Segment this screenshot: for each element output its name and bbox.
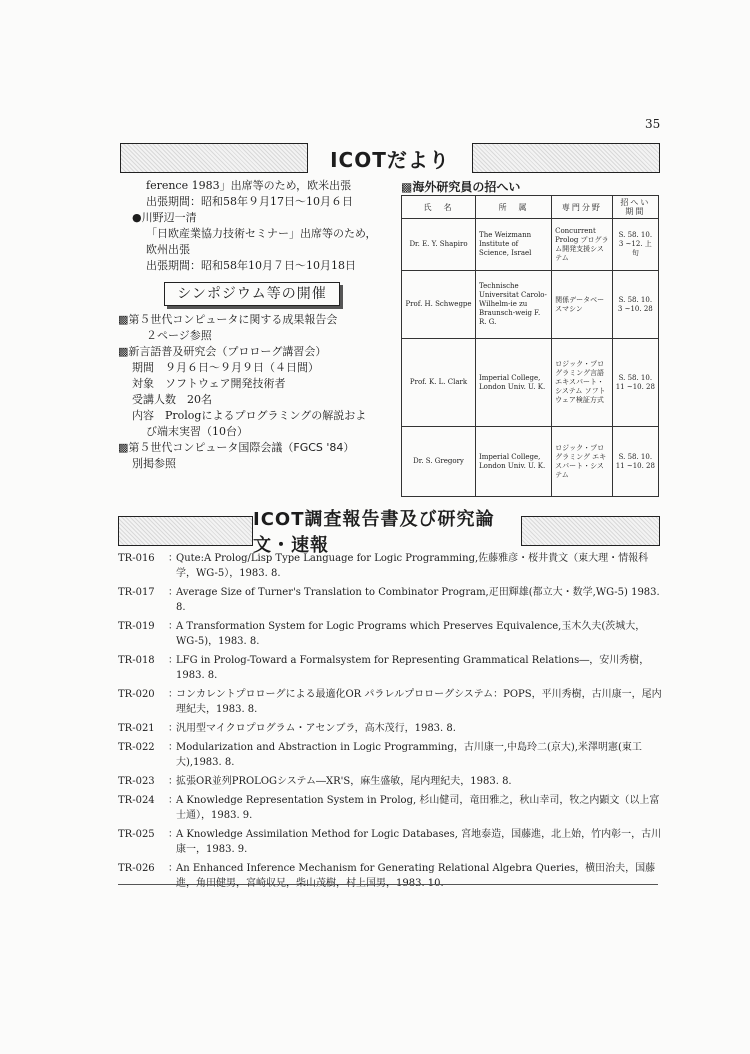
visitor-affiliation: The Weizmann Institute of Science, Israel: [476, 219, 552, 271]
visitor-name: Dr. E. Y. Shapiro: [402, 219, 476, 271]
event-heading: ▩第５世代コンピュータに関する成果報告会: [118, 313, 338, 326]
visitor-field: Concurrent Prolog プログラム開発支援システム: [552, 219, 613, 271]
report-id: TR-018: [118, 655, 155, 666]
left-column: [118, 178, 390, 472]
visitor-name: Prof. H. Schwegpe: [402, 271, 476, 339]
list-item: TR-020 ： コンカレントプロローグによる最適化OR パラレルプロローグシステム：POPS，平川秀樹，古川康一，尾内理紀夫，1983. 8.: [118, 687, 666, 717]
list-item: TR-018 ： LFG in Prolog-Toward a Formalsystem for Representing Grammatical Relations―，安川秀樹，1983. 8.: [118, 653, 666, 683]
list-item: TR-017 ： Average Size of Turner's Translation to Combinator Program,疋田輝雄(都立大・数学,WG-5) 1983. 8.: [118, 585, 666, 615]
column-header: 招へい期間: [612, 196, 658, 219]
visitor-period: S. 58. 10. 3 ~10. 28: [612, 271, 658, 339]
visitors-title: ▩海外研究員の招へい: [401, 180, 521, 194]
report-text: Average Size of Turner's Translation to Combinator Program,疋田輝雄(都立大・数学,WG-5) 1983. 8.: [176, 587, 660, 613]
report-id: TR-025: [118, 829, 155, 840]
column-header: 専門分野: [552, 196, 613, 219]
symposium-heading: シンポジウム等の開催: [164, 282, 340, 306]
report-id: TR-019: [118, 621, 155, 632]
event-line: 別掲参照: [132, 457, 176, 470]
page-number: 35: [645, 117, 661, 131]
list-item: TR-016 ： Qute:A Prolog/Lisp Type Language for Logic Programming,佐藤雅彦・桜井貴文（東大理・情報科学，WG-5），1983. 8.: [118, 551, 666, 581]
report-list: [118, 551, 666, 895]
report-id: TR-020: [118, 689, 155, 700]
event-line: 内容 Prologによるプログラミングの解説およ: [132, 409, 367, 422]
banner-title: ICOTだより: [307, 143, 473, 173]
visitor-affiliation: Imperial College, London Univ. U. K.: [476, 339, 552, 427]
event-line: ２ページ参照: [146, 329, 212, 342]
report-id: TR-023: [118, 776, 155, 787]
report-text: A Knowledge Assimilation Method for Logic Databases, 宮地泰造，国藤進，北上始，竹内彰一，古川康一，1983. 9.: [176, 829, 662, 855]
table-row: [402, 219, 659, 271]
visitor-period: S. 58. 10. 3 ~12. 上旬: [612, 219, 658, 271]
report-text: A Knowledge Representation System in Prolog, 杉山健司，竜田雅之，秋山幸司，牧之内顕文（以上富士通），1983. 9.: [176, 795, 660, 821]
report-text: コンカレントプロローグによる最適化OR パラレルプロローグシステム：POPS，平川秀樹，古川康一，尾内理紀夫，1983. 8.: [176, 689, 662, 715]
travel-line: ference 1983」出席等のため，欧米出張: [146, 179, 352, 192]
list-item: TR-025 ： A Knowledge Assimilation Method for Logic Databases, 宮地泰造，国藤進，北上始，竹内彰一，古川康一，1983. 9.: [118, 827, 666, 857]
visitor-period: S. 58. 10. 11 ~10. 28: [612, 339, 658, 427]
table-row: [402, 271, 659, 339]
visitor-field: ロジック・プログラミング エキスパート・システム: [552, 427, 613, 497]
travel-line: 出張期間：昭和58年10月７日～10月18日: [146, 259, 356, 272]
report-id: TR-022: [118, 742, 155, 753]
travel-line: 欧州出張: [146, 243, 190, 256]
banner-title: ICOT調査報告書及び研究論文・速報: [252, 516, 522, 546]
report-id: TR-021: [118, 723, 155, 734]
report-text: Modularization and Abstraction in Logic Programming，古川康一,中島玲二(京大),米澤明憲(東工大),1983. 8.: [176, 742, 642, 768]
list-item: TR-026 ： An Enhanced Inference Mechanism for Generating Relational Algebra Queries，横田治夫，国藤進，角田健男，宮崎収兄，柴山茂樹，村上国男，1983. 10.: [118, 861, 666, 891]
list-item: TR-021 ： 汎用型マイクロプログラム・アセンブラ，高木茂行，1983. 8.: [118, 721, 666, 736]
report-id: TR-016: [118, 553, 155, 564]
travel-line: 「日欧産業協力技術セミナー」出席等のため，: [146, 227, 377, 240]
report-text: Qute:A Prolog/Lisp Type Language for Logic Programming,佐藤雅彦・桜井貴文（東大理・情報科学，WG-5），1983. 8.: [176, 553, 649, 579]
event-line: び端末実習（10台）: [146, 425, 248, 438]
travel-line: 出張期間：昭和58年９月17日～10月６日: [146, 195, 353, 208]
report-text: LFG in Prolog-Toward a Formalsystem for Representing Grammatical Relations―，安川秀樹，1983. 8.: [176, 655, 650, 681]
list-item: TR-023 ： 拡張OR並列PROLOGシステム―XR'S，麻生盛敏，尾内理紀夫，1983. 8.: [118, 774, 666, 789]
bottom-divider: [118, 884, 658, 885]
table-row: [402, 427, 659, 497]
list-item: TR-024 ： A Knowledge Representation System in Prolog, 杉山健司，竜田雅之，秋山幸司，牧之内顕文（以上富士通），1983. 9.: [118, 793, 666, 823]
column-header: 氏 名: [402, 196, 476, 219]
visitors-table: [401, 195, 659, 497]
list-item: TR-019 ： A Transformation System for Logic Programs which Preserves Equivalence,玉木久夫(茨城大，WG-5)，1983. 8.: [118, 619, 666, 649]
report-id: TR-026: [118, 863, 155, 874]
travel-line: ●川野辺一清: [132, 211, 197, 224]
event-line: 対象 ソフトウェア開発技術者: [132, 377, 286, 390]
visitor-affiliation: Imperial College, London Univ. U. K.: [476, 427, 552, 497]
event-heading: ▩新言語普及研究会（プロローグ講習会）: [118, 345, 327, 358]
report-text: An Enhanced Inference Mechanism for Generating Relational Algebra Queries，横田治夫，国藤進，角田健男，宮崎収兄，柴山茂樹，村上国男，1983. 10.: [176, 863, 656, 889]
report-text: 汎用型マイクロプログラム・アセンブラ，高木茂行，1983. 8.: [176, 723, 456, 734]
event-line: 受講人数 20名: [132, 393, 212, 406]
report-text: 拡張OR並列PROLOGシステム―XR'S，麻生盛敏，尾内理紀夫，1983. 8.: [176, 776, 512, 787]
report-id: TR-024: [118, 795, 155, 806]
column-header: 所 属: [476, 196, 552, 219]
visitor-field: ロジック・プログラミング言語 エキスパート・システム ソフトウェア検証方式: [552, 339, 613, 427]
icot-news-banner: [120, 143, 660, 173]
report-id: TR-017: [118, 587, 155, 598]
table-row: [402, 339, 659, 427]
visitor-name: Prof. K. L. Clark: [402, 339, 476, 427]
event-line: 期間 ９月６日～９月９日（４日間）: [132, 361, 319, 374]
visitor-field: 関係データベースマシン: [552, 271, 613, 339]
visitor-name: Dr. S. Gregory: [402, 427, 476, 497]
report-text: A Transformation System for Logic Programs which Preserves Equivalence,玉木久夫(茨城大，WG-5)，1983. 8.: [176, 621, 646, 647]
list-item: TR-022 ： Modularization and Abstraction in Logic Programming，古川康一,中島玲二(京大),米澤明憲(東工大),1983. 8.: [118, 740, 666, 770]
reports-banner: [118, 509, 660, 556]
event-heading: ▩第５世代コンピュータ国際会議（FGCS '84）: [118, 441, 355, 454]
visitor-period: S. 58. 10. 11 ~10. 28: [612, 427, 658, 497]
table-header-row: [402, 196, 659, 219]
visitor-affiliation: Technische Universitat Carolo-Wilhelm-ie zu Braunsch-weig F. R. G.: [476, 271, 552, 339]
